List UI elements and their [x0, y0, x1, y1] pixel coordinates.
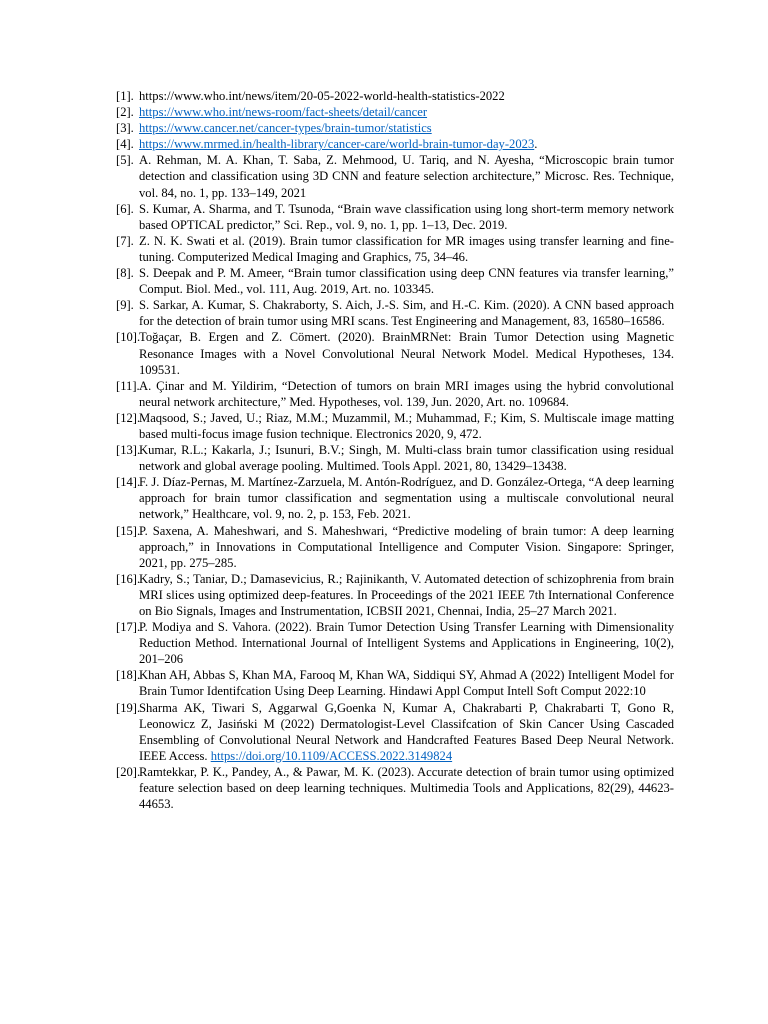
- reference-text: F. J. Díaz-Pernas, M. Martínez-Zarzuela, M. Antón-Rodríguez, and D. González-Ortega, “A deep learning approach for brain tumor classification and segmentation using a multiscale convolutional neural network,” Healthcare, vol. 9, no. 2, p. 153, Feb. 2021.: [139, 475, 674, 522]
- reference-number: [12].: [116, 410, 141, 425]
- reference-item: [116, 201, 674, 233]
- reference-number: [18].: [116, 668, 141, 683]
- reference-text: S. Kumar, A. Sharma, and T. Tsunoda, “Brain wave classification using long short-term memory network based OPTICAL predictor,” Sci. Rep., vol. 9, no. 1, pp. 1–13, Dec. 2019.: [139, 201, 674, 232]
- reference-number: [19].: [116, 700, 141, 715]
- reference-link[interactable]: https://www.who.int/news-room/fact-sheets/detail/cancer: [139, 105, 428, 120]
- reference-text: Sharma AK, Tiwari S, Aggarwal G,Goenka N, Kumar A, Chakrabarti P, Chakrabarti T, Gono R, Leonowicz Z, Jasiński M (2022) Dermatologist-Level Classifcation of Skin Cancer Using Cascaded Ensembling of Convolutional Neural Network and Handcrafted Features Based Deep Neural Network. IEEE Access.: [139, 700, 674, 763]
- reference-number: [7].: [116, 233, 134, 248]
- reference-text: A. Rehman, M. A. Khan, T. Saba, Z. Mehmood, U. Tariq, and N. Ayesha, “Microscopic brain tumor detection and classification using 3D CNN and feature selection architecture,” Microsc. Res. Technique, vol. 84, no. 1, pp. 133–149, 2021: [139, 153, 674, 200]
- reference-item: [116, 233, 674, 265]
- reference-text: P. Saxena, A. Maheshwari, and S. Maheshwari, “Predictive modeling of brain tumor: A deep learning approach,” in Innovations in Computational Intelligence and Computer Vision. Singapore: Springer, 2021, pp. 275–285.: [139, 523, 674, 570]
- reference-number: [9].: [116, 298, 134, 313]
- reference-doi-link[interactable]: https://doi.org/10.1109/ACCESS.2022.3149824: [210, 748, 453, 763]
- reference-text: S. Deepak and P. M. Ameer, “Brain tumor classification using deep CNN features via transfer learning,” Comput. Biol. Med., vol. 111, Aug. 2019, Art. no. 103345.: [139, 266, 674, 297]
- reference-item: [116, 474, 674, 522]
- reference-item: [116, 378, 674, 410]
- reference-text: Khan AH, Abbas S, Khan MA, Farooq M, Khan WA, Siddiqui SY, Ahmad A (2022) Intelligent Model for Brain Tumor Identifcation Using Deep Learning. Hindawi Appl Comput Intell Soft Comput 2022:10: [139, 668, 674, 699]
- reference-text: Toğaçar, B. Ergen and Z. Cömert. (2020). BrainMRNet: Brain Tumor Detection using Magnetic Resonance Images with a Novel Convolutional Neural Network Model. Medical Hypotheses, 134. 109531.: [139, 330, 674, 377]
- reference-item: [116, 619, 674, 667]
- reference-text: S. Sarkar, A. Kumar, S. Chakraborty, S. Aich, J.-S. Sim, and H.-C. Kim. (2020). A CNN based approach for the detection of brain tumor using MRI scans. Test Engineering and Management, 83, 16580–16586.: [139, 298, 674, 329]
- reference-number: [2].: [116, 105, 134, 120]
- reference-number: [4].: [116, 137, 134, 152]
- reference-item: [116, 88, 674, 104]
- reference-trailing-punctuation: .: [534, 137, 538, 152]
- reference-text: A. Çinar and M. Yildirim, “Detection of tumors on brain MRI images using the hybrid convolutional neural network architecture,” Med. Hypotheses, vol. 139, Jun. 2020, Art. no. 109684.: [139, 378, 674, 409]
- reference-link[interactable]: https://www.mrmed.in/health-library/cancer-care/world-brain-tumor-day-2023: [139, 137, 535, 152]
- reference-text: Z. N. K. Swati et al. (2019). Brain tumor classification for MR images using transfer learning and fine-tuning. Computerized Medical Imaging and Graphics, 75, 34–46.: [139, 233, 674, 264]
- reference-item: [116, 136, 674, 152]
- reference-text: Ramtekkar, P. K., Pandey, A., & Pawar, M. K. (2023). Accurate detection of brain tumor using optimized feature selection based on deep learning techniques. Multimedia Tools and Applications, 82(29), 44623-44653.: [139, 764, 674, 812]
- reference-text: https://www.who.int/news/item/20-05-2022-world-health-statistics-2022: [139, 89, 505, 103]
- reference-number: [20].: [116, 764, 141, 779]
- reference-number: [1].: [116, 89, 134, 103]
- reference-item: [116, 442, 674, 474]
- reference-number: [17].: [116, 620, 141, 635]
- reference-text: P. Modiya and S. Vahora. (2022). Brain Tumor Detection Using Transfer Learning with Dimensionality Reduction Method. International Journal of Intelligent Systems and Applications in Engineering, 10(2), 201–206: [139, 620, 674, 667]
- reference-number: [3].: [116, 121, 134, 136]
- reference-number: [6].: [116, 201, 134, 216]
- reference-number: [8].: [116, 266, 134, 281]
- reference-item: [116, 523, 674, 571]
- reference-text: Kumar, R.L.; Kakarla, J.; Isunuri, B.V.; Singh, M. Multi-class brain tumor classification using residual network and global average pooling. Multimed. Tools Appl. 2021, 80, 13429–13438.: [139, 443, 674, 474]
- reference-item: [116, 297, 674, 329]
- reference-item: [116, 329, 674, 377]
- reference-link[interactable]: https://www.cancer.net/cancer-types/brain-tumor/statistics: [139, 121, 432, 136]
- reference-text: Maqsood, S.; Javed, U.; Riaz, M.M.; Muzammil, M.; Muhammad, F.; Kim, S. Multiscale image matting based multi-focus image fusion technique. Electronics 2020, 9, 472.: [139, 410, 674, 441]
- reference-number: [13].: [116, 443, 141, 458]
- reference-number: [16].: [116, 571, 141, 586]
- reference-item: [116, 571, 674, 619]
- reference-item: [116, 120, 674, 136]
- reference-item: [116, 700, 674, 764]
- reference-item: [116, 410, 674, 442]
- reference-item: [116, 104, 674, 120]
- reference-number: [10].: [116, 330, 141, 345]
- reference-number: [5].: [116, 153, 134, 168]
- reference-number: [15].: [116, 523, 141, 538]
- reference-number: [11].: [116, 378, 140, 393]
- reference-item: [116, 152, 674, 200]
- reference-item: [116, 265, 674, 297]
- reference-text: Kadry, S.; Taniar, D.; Damasevicius, R.; Rajinikanth, V. Automated detection of schizophrenia from brain MRI slices using optimized deep-features. In Proceedings of the 2021 IEEE 7th International Conference on Bio Signals, Images and Instrumentation, ICBSII 2021, Chennai, India, 25–27 March 2021.: [139, 571, 674, 618]
- reference-number: [14].: [116, 475, 141, 490]
- reference-page: [116, 88, 674, 812]
- reference-item: [116, 764, 674, 812]
- reference-item: [116, 667, 674, 699]
- reference-list: [116, 88, 674, 812]
